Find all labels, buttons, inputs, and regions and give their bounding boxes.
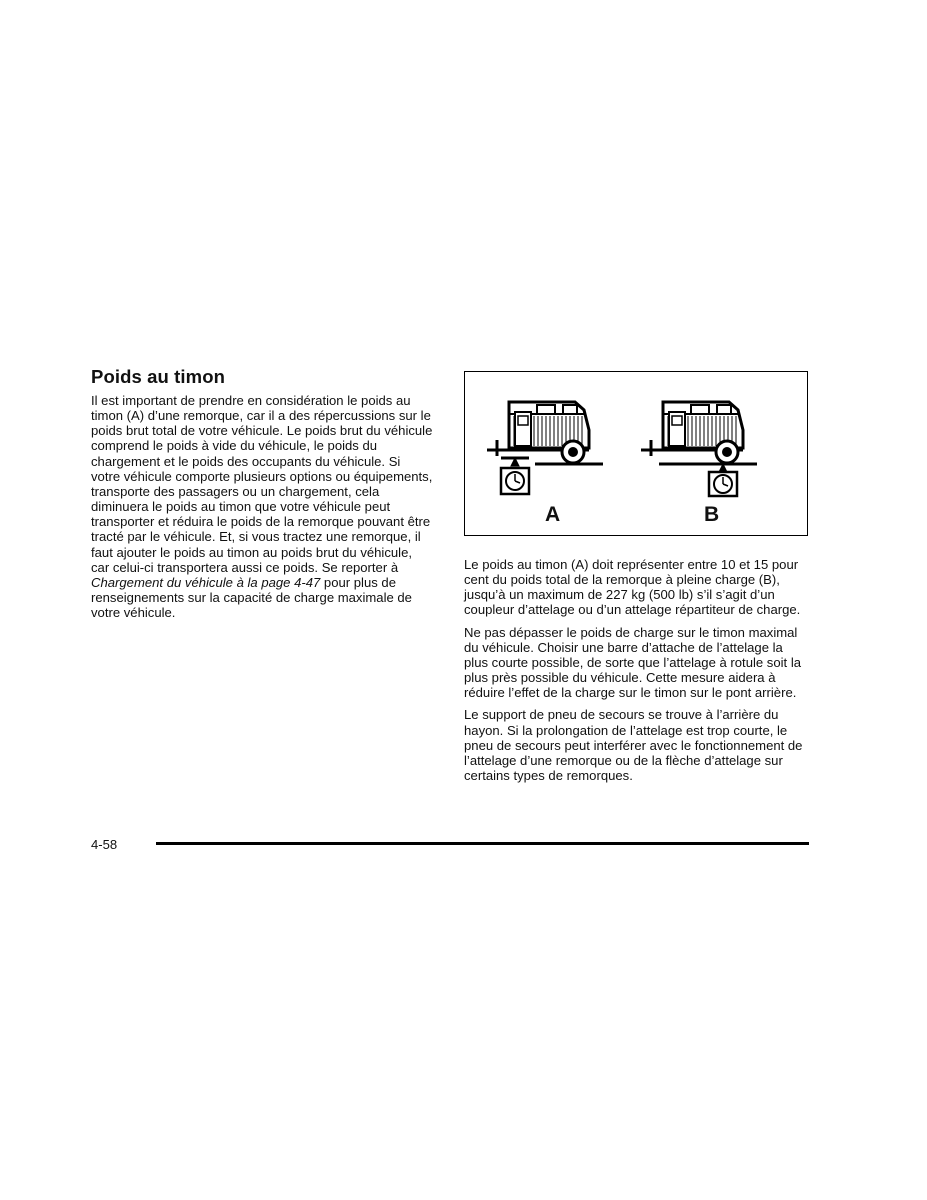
body-paragraph: Le support de pneu de secours se trouve à l’arrière du hayon. Si la prolongation de l’attelage est trop courte, le pneu de secours peut interférer avec le fonctionnement de l’attelage d’une remorque ou de la flèche d’attelage sur certains types de remorques. [464, 707, 803, 784]
body-paragraph [91, 393, 433, 620]
trailer-illustration [465, 372, 807, 535]
paragraph-text: Il est important de prendre en considération le poids au timon (A) d’une remorque, car il a des répercussions sur le poids brut total de votre véhicule. Le poids brut du véhicule comprend le poids à vide du véhicule, le poids du chargement et le poids des occupants du véhicule. Si votre véhicule comporte plusieurs options ou équipements, transporte des passagers ou un chargement, cela diminuera le poids au timon que votre véhicule peut transporter et réduira le poids de la remorque pouvant être tracté par le véhicule. Et, si vous tractez une remorque, il faut ajouter le poids au timon au poids brut du véhicule, car celui-ci transportera aussi ce poids. Se reporter à [91, 393, 433, 575]
figure-label-b: B [704, 503, 720, 526]
trailer-tongue-weight-figure [464, 371, 808, 536]
body-paragraph: Ne pas dépasser le poids de charge sur le timon maximal du véhicule. Choisir une barre d’attache de l’attelage la plus courte possible, de sorte que l’attelage à rotule soit la plus près possible du véhicule. Cette mesure aidera à réduire l’effet de la charge sur le timon sur le pont arrière. [464, 624, 802, 701]
page-number: 4-58 [91, 837, 118, 852]
footer-divider [156, 842, 809, 845]
trailer-b-icon [641, 402, 757, 496]
cross-reference-link[interactable]: Chargement du véhicule à la page 4-47 [91, 574, 321, 590]
trailer-a-icon [487, 402, 603, 494]
figure-label-a: A [545, 503, 561, 526]
section-title: Poids au timon [91, 366, 225, 387]
body-paragraph: Le poids au timon (A) doit représenter entre 10 et 15 pour cent du poids total de la remorque à pleine charge (B), jusqu’à un maximum de 227 kg (500 lb) s’il s’agit d’un coupleur d’attelage ou d’un attelage répartiteur de charge. [464, 557, 801, 618]
paragraph-text-continued: pour plus de renseignements sur la capacité de charge maximale de votre véhicule. [91, 574, 412, 621]
left-column [91, 393, 433, 620]
right-column [464, 557, 810, 790]
